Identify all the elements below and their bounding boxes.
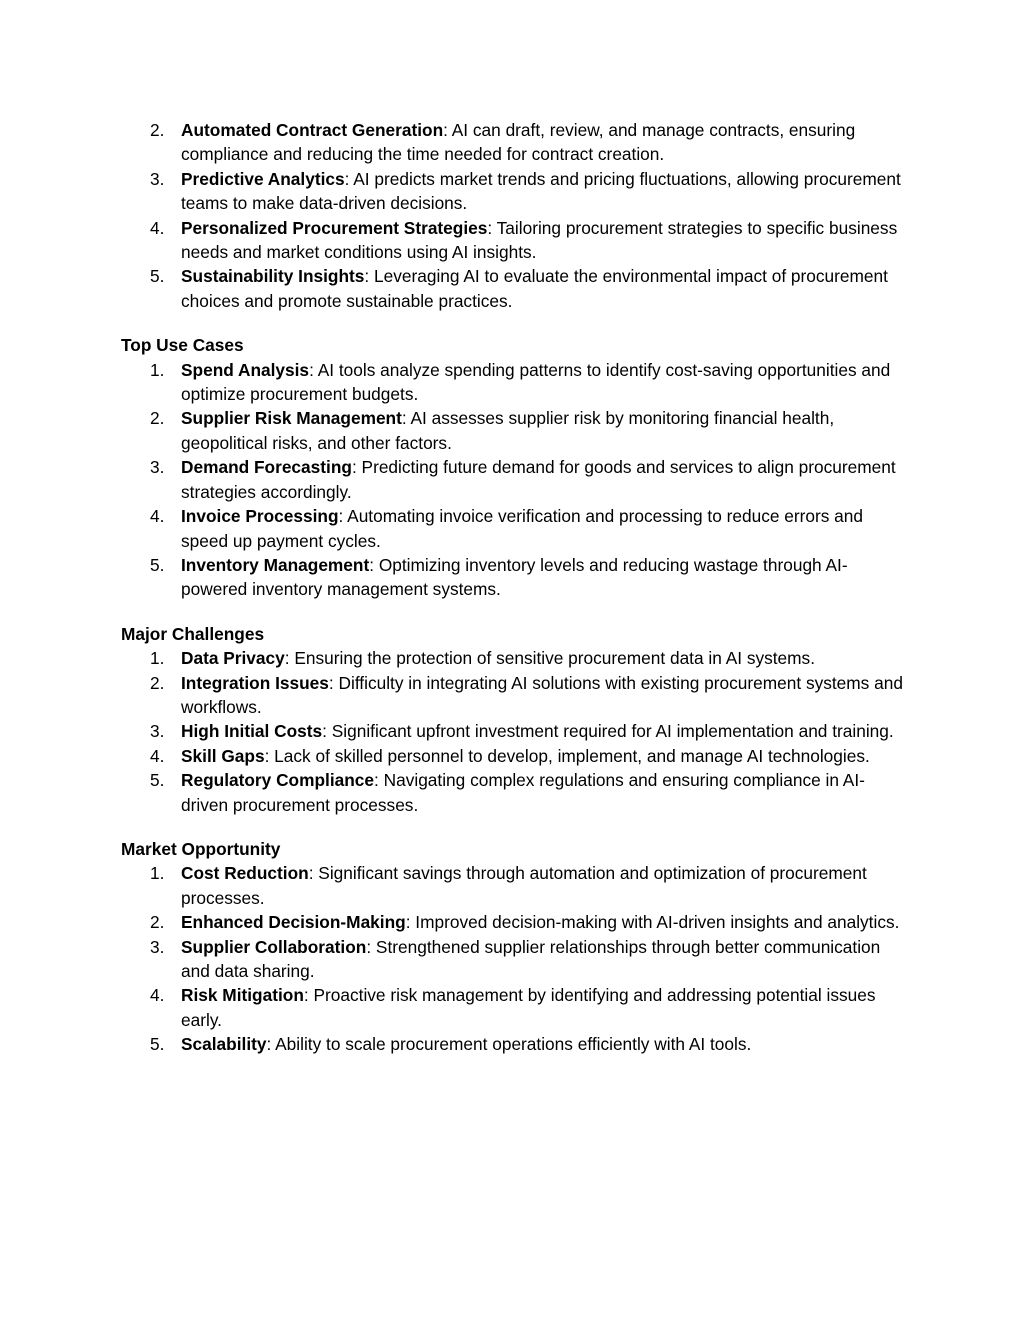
list-item-term: Inventory Management — [181, 554, 370, 575]
list-number: 3. — [150, 457, 165, 478]
list-item-term: Automated Contract Generation — [181, 120, 444, 140]
list-item — [0, 671, 1024, 720]
list-item-description: : Navigating complex regulations and ensuring compliance in AI-driven procurement processes. — [181, 770, 865, 815]
list-number: 4. — [150, 506, 165, 527]
list-item — [0, 455, 1024, 504]
list-item-description: : Difficulty in integrating AI solutions with existing procurement systems and workflows. — [181, 672, 903, 717]
list-item-term: Spend Analysis — [181, 359, 310, 380]
list-item-term: Supplier Risk Management — [181, 408, 402, 429]
list-item — [0, 1032, 1024, 1056]
list-item-description: : Strengthened supplier relationships through better communication and data sharing. — [181, 936, 881, 981]
list-item-description: : Ensuring the protection of sensitive procurement data in AI systems. — [284, 648, 815, 669]
list-item — [0, 553, 1024, 602]
list-item-description: : AI predicts market trends and pricing fluctuations, allowing procurement teams to make data-driven decisions. — [181, 168, 901, 214]
list-item-term: Skill Gaps — [181, 745, 265, 766]
list-number: 3. — [150, 936, 165, 957]
list-item-description: : Predicting future demand for goods and services to align procurement strategies accordingly. — [181, 457, 896, 502]
list-item-description: : Ability to scale procurement operations efficiently with AI tools. — [266, 1034, 752, 1055]
list-item-term: Integration Issues — [181, 672, 329, 693]
list-item-term: Invoice Processing — [181, 506, 339, 527]
list-item-term: Enhanced Decision-Making — [181, 912, 406, 933]
list-item — [0, 167, 1024, 216]
list-number: 3. — [150, 721, 165, 742]
list-item-term: Risk Mitigation — [181, 985, 304, 1006]
list-item-term: Demand Forecasting — [181, 457, 352, 478]
list-item-term: Sustainability Insights — [181, 266, 365, 287]
list-item — [0, 935, 1024, 984]
list-number: 2. — [150, 912, 165, 933]
list-item — [0, 216, 1024, 265]
list-item — [0, 358, 1024, 407]
list-item-description: : Significant upfront investment required for AI implementation and training. — [322, 721, 894, 742]
list-item-description: : AI tools analyze spending patterns to identify cost-saving opportunities and optimize procurement budgets. — [181, 359, 891, 405]
list-item-description: : AI assesses supplier risk by monitoring financial health, geopolitical risks, and other factors. — [181, 408, 835, 453]
list-item-term: Scalability — [181, 1034, 267, 1055]
list-item-description: : AI can draft, review, and manage contracts, ensuring compliance and reducing the time needed for contract creation. — [181, 120, 856, 165]
list-item — [0, 768, 1024, 817]
list-number: 2. — [150, 408, 165, 429]
list-item — [0, 406, 1024, 455]
section-heading: Top Use Cases — [121, 335, 244, 356]
list-number: 1. — [150, 648, 165, 669]
section-major-challenges — [0, 622, 1024, 817]
list-number: 4. — [150, 217, 165, 238]
document-page — [0, 118, 1024, 1057]
section-list — [0, 646, 1024, 817]
list-item — [0, 983, 1024, 1032]
list-item-description: : Leveraging AI to evaluate the environmental impact of procurement choices and promote sustainable practices. — [181, 266, 888, 311]
list-item-term: Regulatory Compliance — [181, 770, 375, 791]
list-item — [0, 910, 1024, 934]
list-item-term: Supplier Collaboration — [181, 936, 367, 957]
section-heading: Major Challenges — [121, 623, 265, 644]
list-item-description: : Tailoring procurement strategies to specific business needs and market conditions using AI insights. — [181, 217, 898, 263]
list-item-description: : Automating invoice verification and processing to reduce errors and speed up payment cycles. — [181, 506, 864, 551]
list-item — [0, 861, 1024, 910]
list-item-description: : Significant savings through automation and optimization of procurement processes. — [181, 863, 867, 908]
list-item-description: : Optimizing inventory levels and reducing wastage through AI-powered inventory management systems. — [181, 554, 848, 600]
list-item — [0, 646, 1024, 670]
list-item-description: : Proactive risk management by identifying and addressing potential issues early. — [181, 985, 876, 1030]
list-number: 1. — [150, 359, 165, 380]
section-list — [0, 861, 1024, 1056]
list-item — [0, 719, 1024, 743]
continued-list — [0, 118, 1024, 313]
list-number: 2. — [150, 672, 165, 693]
list-item-term: High Initial Costs — [181, 721, 323, 742]
list-item — [0, 118, 1024, 167]
section-market-opportunity — [0, 837, 1024, 1057]
list-item-description: : Improved decision-making with AI-driven insights and analytics. — [405, 912, 900, 933]
list-item-term: Predictive Analytics — [181, 168, 345, 189]
list-number: 4. — [150, 985, 165, 1006]
list-number: 5. — [150, 1034, 165, 1055]
list-item — [0, 744, 1024, 768]
list-number: 5. — [150, 554, 165, 575]
list-item-description: : Lack of skilled personnel to develop, implement, and manage AI technologies. — [264, 745, 870, 766]
section-heading: Market Opportunity — [121, 838, 281, 859]
list-number: 3. — [150, 168, 165, 189]
list-number: 4. — [150, 745, 165, 766]
list-item-term: Cost Reduction — [181, 863, 309, 884]
list-number: 5. — [150, 770, 165, 791]
section-list — [0, 358, 1024, 602]
list-number: 2. — [150, 120, 165, 140]
section-top-use-cases — [0, 333, 1024, 601]
list-number: 1. — [150, 863, 165, 884]
list-item-term: Personalized Procurement Strategies — [181, 217, 488, 238]
list-item — [0, 264, 1024, 313]
list-item-term: Data Privacy — [181, 648, 285, 669]
list-item — [0, 504, 1024, 553]
list-number: 5. — [150, 266, 165, 287]
